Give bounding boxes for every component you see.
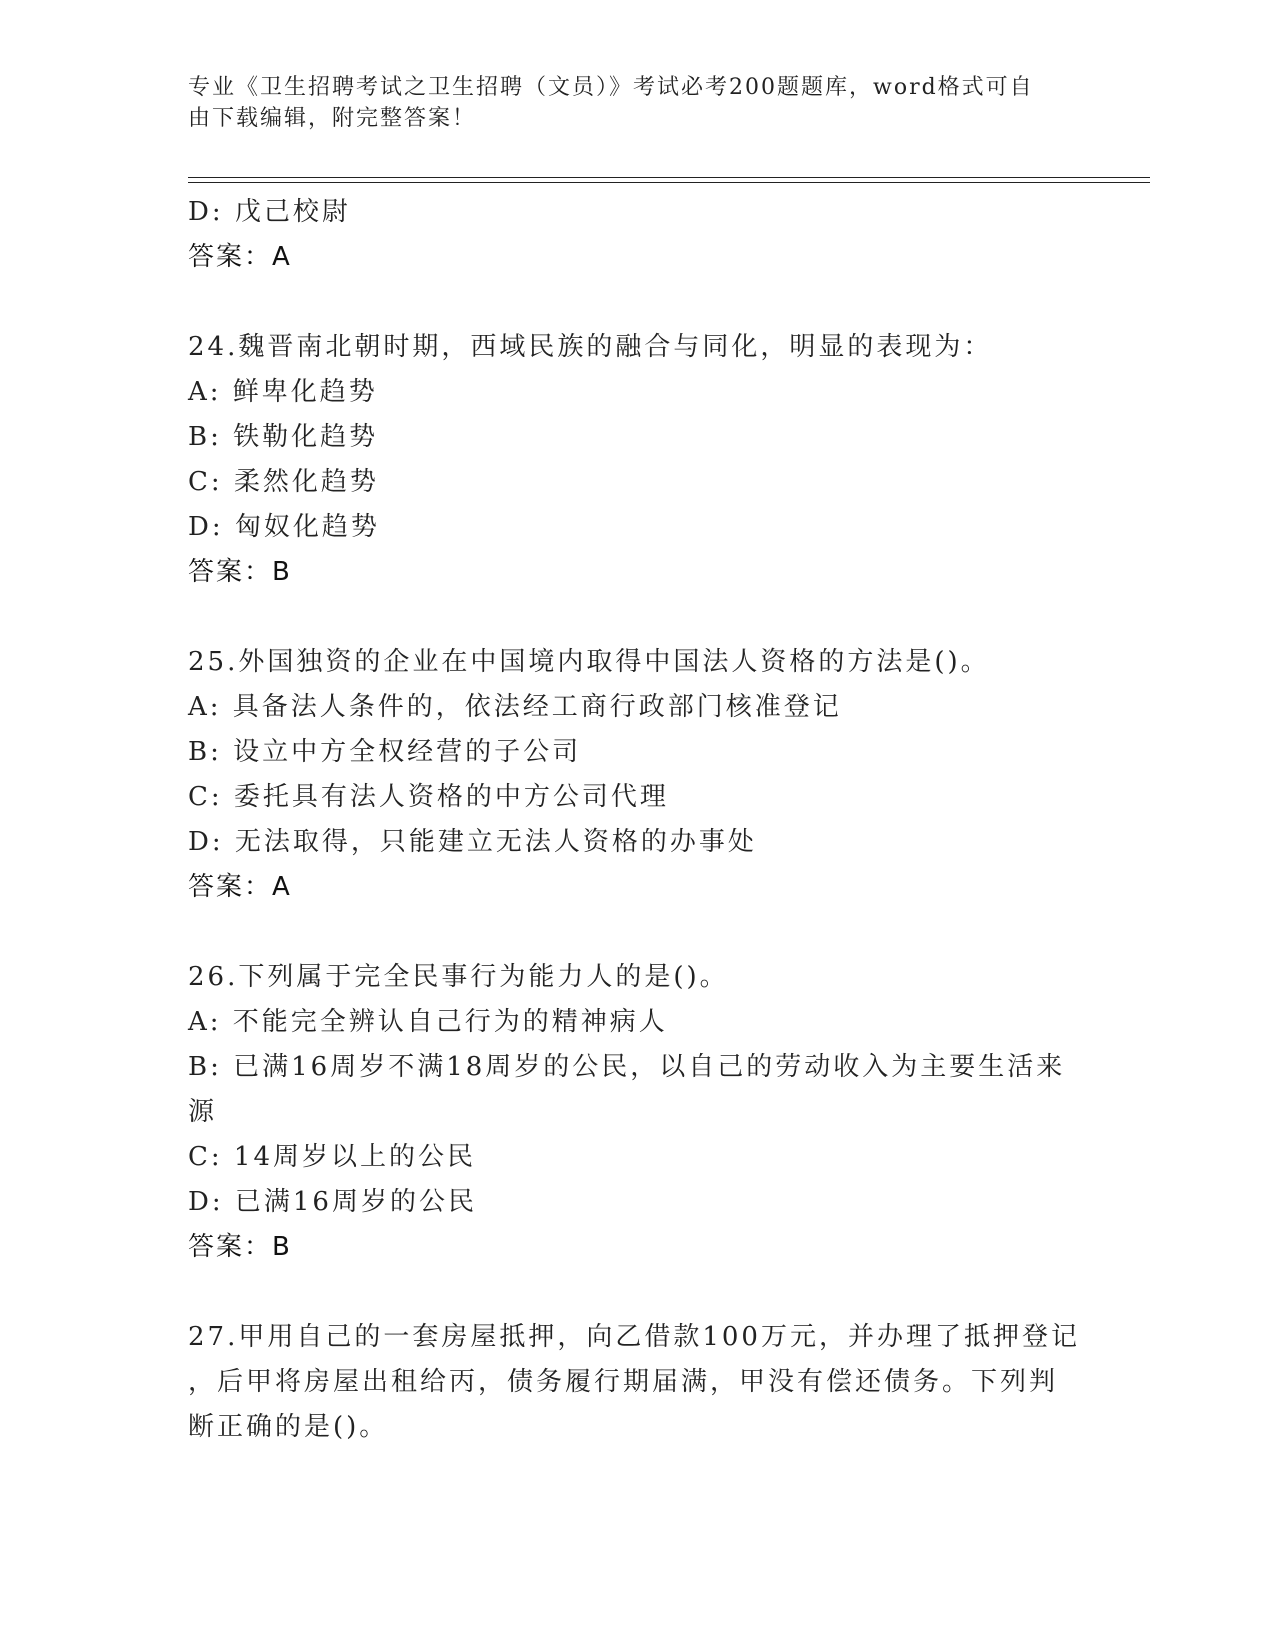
option-a: A: 鲜卑化趋势	[188, 377, 378, 407]
question-27	[188, 1315, 1088, 1450]
option-b: B: 已满16周岁不满18周岁的公民，以自己的劳动收入为主要生活来	[188, 1052, 1066, 1082]
option-a: A: 具备法人条件的，依法经工商行政部门核准登记	[188, 692, 842, 722]
question-26	[188, 955, 1088, 1270]
question-23-tail	[188, 190, 1088, 280]
option-d: D: 无法取得，只能建立无法人资格的办事处	[188, 827, 757, 857]
document-header	[188, 72, 1068, 134]
option-d: D: 戊己校尉	[188, 197, 351, 227]
document-body	[188, 190, 1088, 1450]
option-c: C: 委托具有法人资格的中方公司代理	[188, 782, 669, 812]
option-d: D: 已满16周岁的公民	[188, 1187, 477, 1217]
option-b-continued: 源	[188, 1097, 218, 1127]
spacer	[188, 910, 1088, 955]
header-title-line-1: 专业《卫生招聘考试之卫生招聘（文员）》考试必考200题题库，word格式可自	[188, 75, 1034, 100]
answer-line: 答案：A	[188, 872, 292, 902]
option-d: D: 匈奴化趋势	[188, 512, 380, 542]
option-a: A: 不能完全辨认自己行为的精神病人	[188, 1007, 668, 1037]
header-divider-top	[188, 177, 1150, 178]
question-stem: 25.外国独资的企业在中国境内取得中国法人资格的方法是()。	[188, 647, 990, 677]
question-stem: 26.下列属于完全民事行为能力人的是()。	[188, 962, 729, 992]
question-stem-line-2: ，后甲将房屋出租给丙，债务履行期届满，甲没有偿还债务。下列判	[188, 1367, 1059, 1397]
question-stem-line-3: 断正确的是()。	[188, 1412, 389, 1442]
option-b: B: 设立中方全权经营的子公司	[188, 737, 582, 767]
question-stem: 24.魏晋南北朝时期，西域民族的融合与同化，明显的表现为：	[188, 332, 993, 362]
question-25	[188, 640, 1088, 910]
answer-line: 答案：A	[188, 242, 292, 272]
spacer	[188, 1270, 1088, 1315]
header-divider-bottom	[188, 182, 1150, 183]
option-b: B: 铁勒化趋势	[188, 422, 379, 452]
answer-line: 答案：B	[188, 1232, 292, 1262]
question-stem-line-1: 27.甲用自己的一套房屋抵押，向乙借款100万元，并办理了抵押登记	[188, 1322, 1080, 1352]
option-c: C: 14周岁以上的公民	[188, 1142, 477, 1172]
spacer	[188, 595, 1088, 640]
question-24	[188, 325, 1088, 595]
header-title-line-2: 由下载编辑，附完整答案！	[188, 106, 477, 131]
spacer	[188, 280, 1088, 325]
option-c: C: 柔然化趋势	[188, 467, 379, 497]
answer-line: 答案：B	[188, 557, 292, 587]
